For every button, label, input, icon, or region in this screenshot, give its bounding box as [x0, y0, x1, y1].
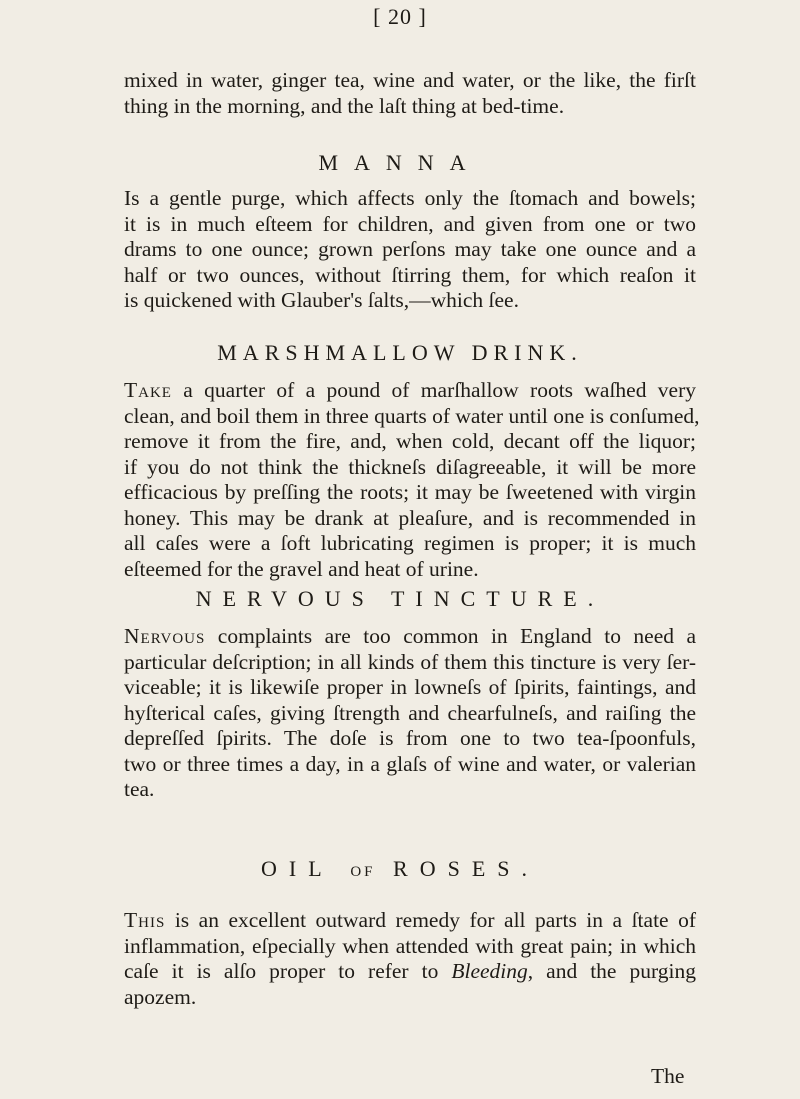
text-line: depreſſed ſpirits. The doſe is from one to two tea-ſpoonfuls, — [124, 726, 696, 750]
heading-marshmallow: MARSHMALLOW DRINK. — [217, 340, 583, 365]
marshmallow-paragraph — [124, 378, 700, 582]
text-line: eſteemed for the gravel and heat of urine. — [124, 556, 479, 581]
lead-word: Is — [124, 186, 140, 210]
text-line: is quickened with Glauber's ſalts,—which ſee. — [124, 288, 519, 312]
text-line: half or two ounces, without ſtirring them, for which reaſon it — [124, 262, 696, 287]
text-line: it is in much eſteem for children, and given from one or two — [124, 211, 696, 236]
text-line: Nervous complaints are too common in England to need a — [124, 624, 696, 648]
text-line: particular deſcription; in all kinds of them this tincture is very ſer- — [124, 649, 696, 674]
text-line: drams to one ounce; grown perſons may take one ounce and a — [124, 237, 696, 261]
manna-paragraph — [124, 186, 696, 314]
text-line: all caſes were a ſoft lubricating regimen is proper; it is much — [124, 531, 696, 555]
lead-word: This — [124, 908, 166, 932]
lead-word: Take — [124, 378, 172, 402]
catchword: The — [651, 1064, 685, 1088]
text-line: Is a gentle purge, which affects only the ſtomach and bowels; — [124, 186, 696, 210]
text-line: apozem. — [124, 984, 197, 1009]
text-line: if you do not think the thickneſs diſagreeable, it will be more — [124, 454, 696, 479]
text-line: thing in the morning, and the laſt thing at bed-time. — [124, 93, 565, 118]
text-line: Take a quarter of a pound of marſhallow roots waſhed very — [124, 378, 696, 402]
heading-manna: MANNA — [318, 150, 482, 175]
heading-nervous-tincture: NERVOUS TINCTURE. — [195, 586, 605, 611]
text-line: This is an excellent outward remedy for all parts in a ſtate of — [124, 908, 696, 932]
intro-paragraph — [124, 68, 696, 119]
text-line: mixed in water, ginger tea, wine and water, or the like, the firſt — [124, 68, 696, 92]
text-line: remove it from the fire, and, when cold, decant off the liquor; — [124, 429, 696, 453]
text-line: viceable; it is likewiſe proper in lowneſs of ſpirits, faintings, and — [124, 675, 696, 699]
text-line: tea. — [124, 777, 155, 801]
heading-oil-of-roses: OIL OF ROSES. — [260, 856, 539, 881]
text-line: inflammation, eſpecially when attended with great pain; in which — [124, 933, 696, 958]
text-line: caſe it is alſo proper to refer to Bleeding, and the purging — [124, 959, 696, 983]
lead-word: Nervous — [124, 624, 206, 648]
text-line: two or three times a day, in a glaſs of wine and water, or valerian — [124, 751, 696, 776]
text-line: hyſterical caſes, giving ſtrength and chearfulneſs, and raiſing the — [124, 700, 696, 725]
italic-reference: Bleeding — [451, 959, 528, 983]
oil-paragraph — [124, 908, 696, 1010]
nervous-paragraph — [124, 624, 696, 803]
text-line: efficacious by preſſing the roots; it may be ſweetened with virgin — [124, 480, 696, 504]
text-line: clean, and boil them in three quarts of water until one is conſumed, — [124, 403, 700, 428]
text-line: honey. This may be drank at pleaſure, and is recommended in — [124, 505, 696, 530]
page-number: [ 20 ] — [373, 4, 427, 29]
